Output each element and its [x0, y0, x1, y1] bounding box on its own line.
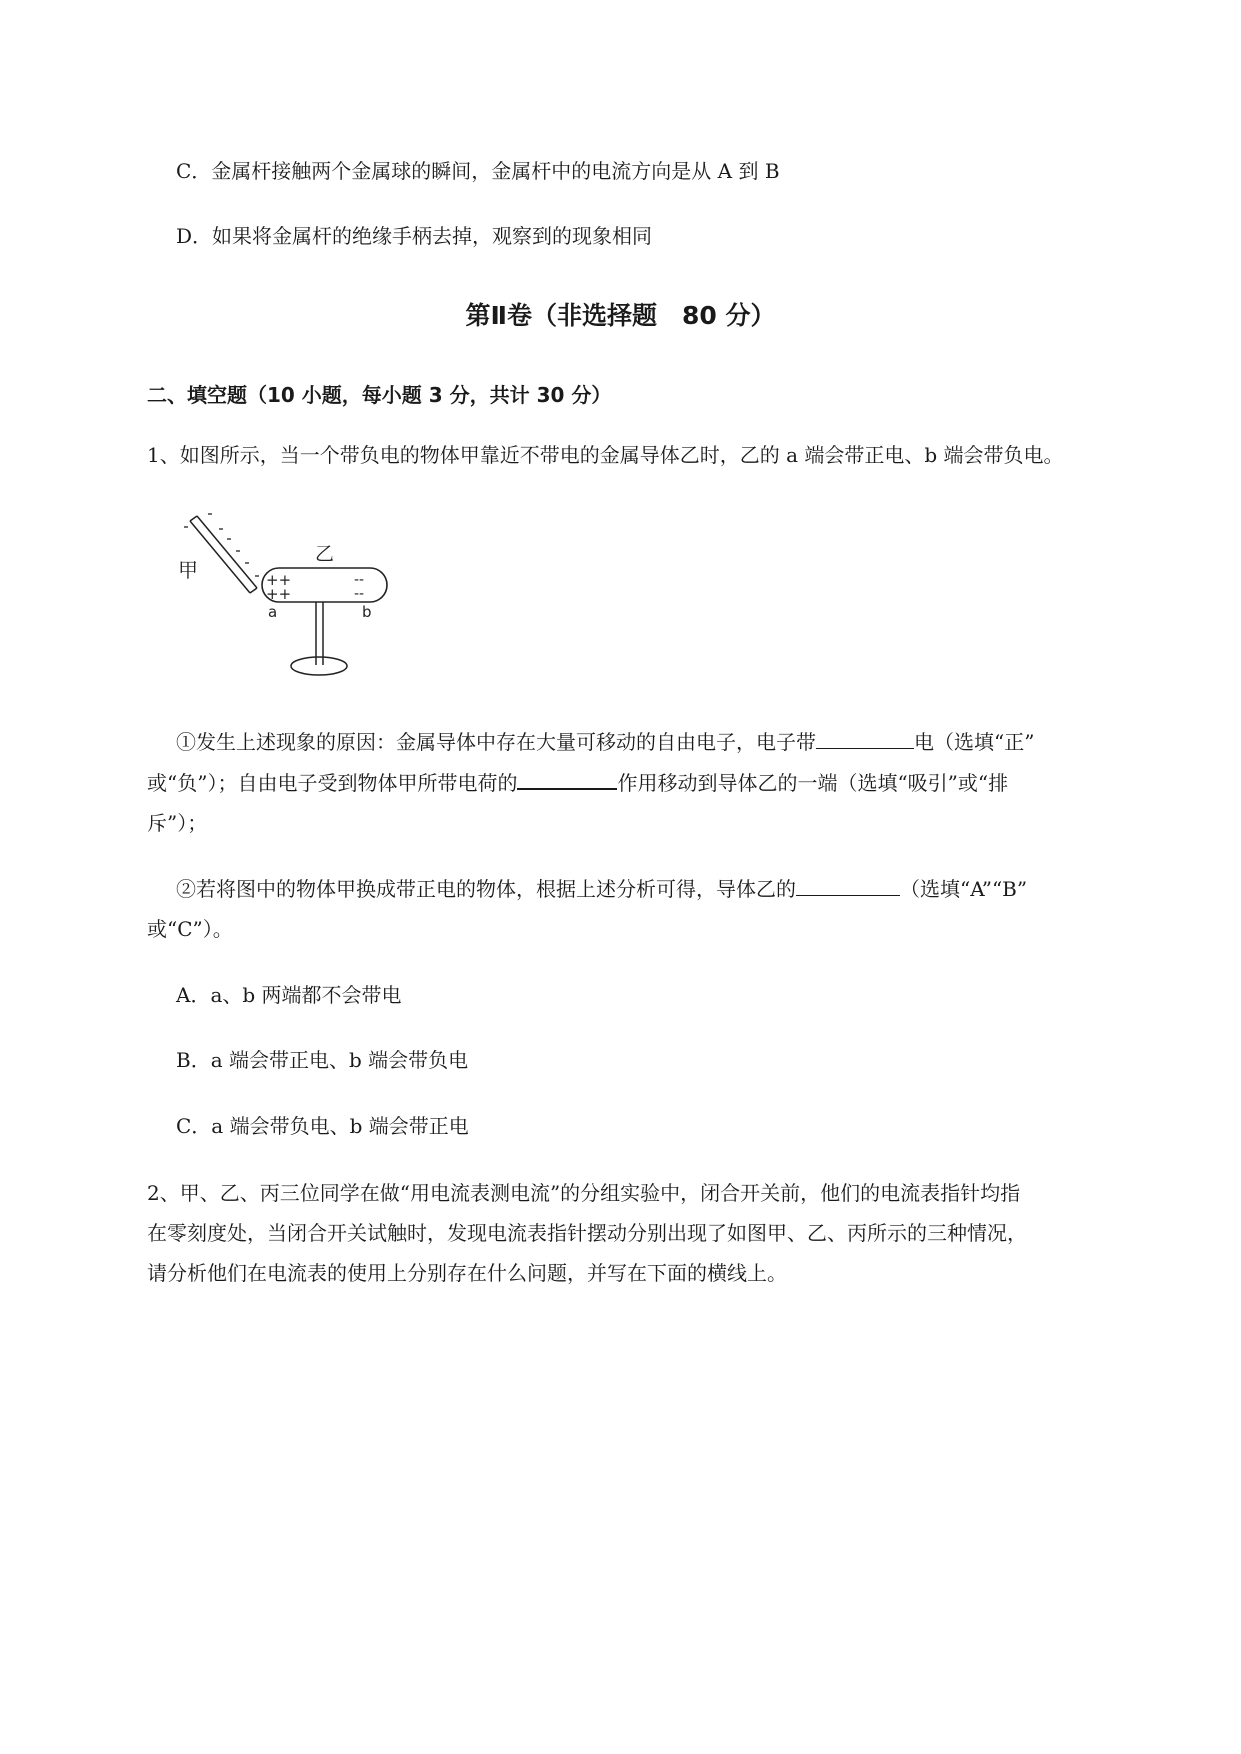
q1-stem: 1、如图所示，当一个带负电的物体甲靠近不带电的金属导体乙时，乙的 a 端会带正电、b 端会带负电。: [147, 443, 1064, 467]
option-d-prev: D．如果将金属杆的绝缘手柄去掉，观察到的现象相同: [176, 224, 653, 248]
q1-part1-line3: 斥”）；: [147, 811, 208, 835]
option-c-prev: C．金属杆接触两个金属球的瞬间，金属杆中的电流方向是从 A 到 B: [176, 159, 780, 183]
q1-option-a: A．a、b 两端都不会带电: [176, 983, 402, 1007]
q1-part1-text-d: 作用移动到导体乙的一端（选填“吸引”或“排: [617, 771, 1009, 795]
q1-option-b: B．a 端会带正电、b 端会带负电: [176, 1048, 469, 1072]
q1-part2-line1: [176, 875, 1027, 903]
q1-part2-text-b: （选填“A”“B”: [900, 877, 1028, 901]
q1-part1-line2: [147, 768, 1008, 797]
label-yi: 乙: [315, 543, 335, 565]
rod-jia: [190, 516, 257, 593]
minus-signs-bottom: --: [354, 586, 365, 602]
part-title: 第Ⅱ卷（非选择题 80 分）: [465, 301, 776, 330]
q2-stem-line2: 在零刻度处，当闭合开关试触时，发现电流表指针摆动分别出现了如图甲、乙、丙所示的三种情况，: [147, 1221, 1027, 1245]
q1-part1-text-a: ①发生上述现象的原因：金属导体中存在大量可移动的自由电子，电子带: [176, 730, 816, 754]
answer-blank-3[interactable]: [796, 875, 900, 896]
label-b: b: [362, 603, 372, 621]
q2-stem-line3: 请分析他们在电流表的使用上分别存在什么问题，并写在下面的横线上。: [147, 1261, 787, 1285]
q1-part1-line1: [176, 728, 1034, 756]
plus-signs-bottom: ++: [266, 585, 292, 603]
q1-part2-text-a: ②若将图中的物体甲换成带正电的物体，根据上述分析可得，导体乙的: [176, 877, 796, 901]
label-jia: 甲: [178, 558, 198, 582]
q1-part1-text-b: 电（选填“正”: [914, 730, 1035, 754]
insulating-stand: [291, 602, 347, 675]
q1-option-c: C．a 端会带负电、b 端会带正电: [176, 1114, 469, 1138]
section-heading: 二、填空题（10 小题，每小题 3 分，共计 30 分）: [147, 383, 612, 407]
q1-part1-text-c: 或“负”）；自由电子受到物体甲所带电荷的: [147, 771, 518, 795]
q1-part2-line2: 或“C”）。: [147, 917, 233, 941]
q2-stem-line1: 2、甲、乙、丙三位同学在做“用电流表测电流”的分组实验中，闭合开关前，他们的电流表指针均指: [147, 1181, 1021, 1205]
q1-figure: [170, 505, 400, 685]
minus-signs-top: --: [354, 572, 365, 588]
answer-blank-1[interactable]: [816, 728, 914, 749]
plus-signs-top: ++: [266, 571, 292, 589]
answer-blank-2[interactable]: [517, 768, 617, 790]
label-a: a: [268, 603, 278, 621]
